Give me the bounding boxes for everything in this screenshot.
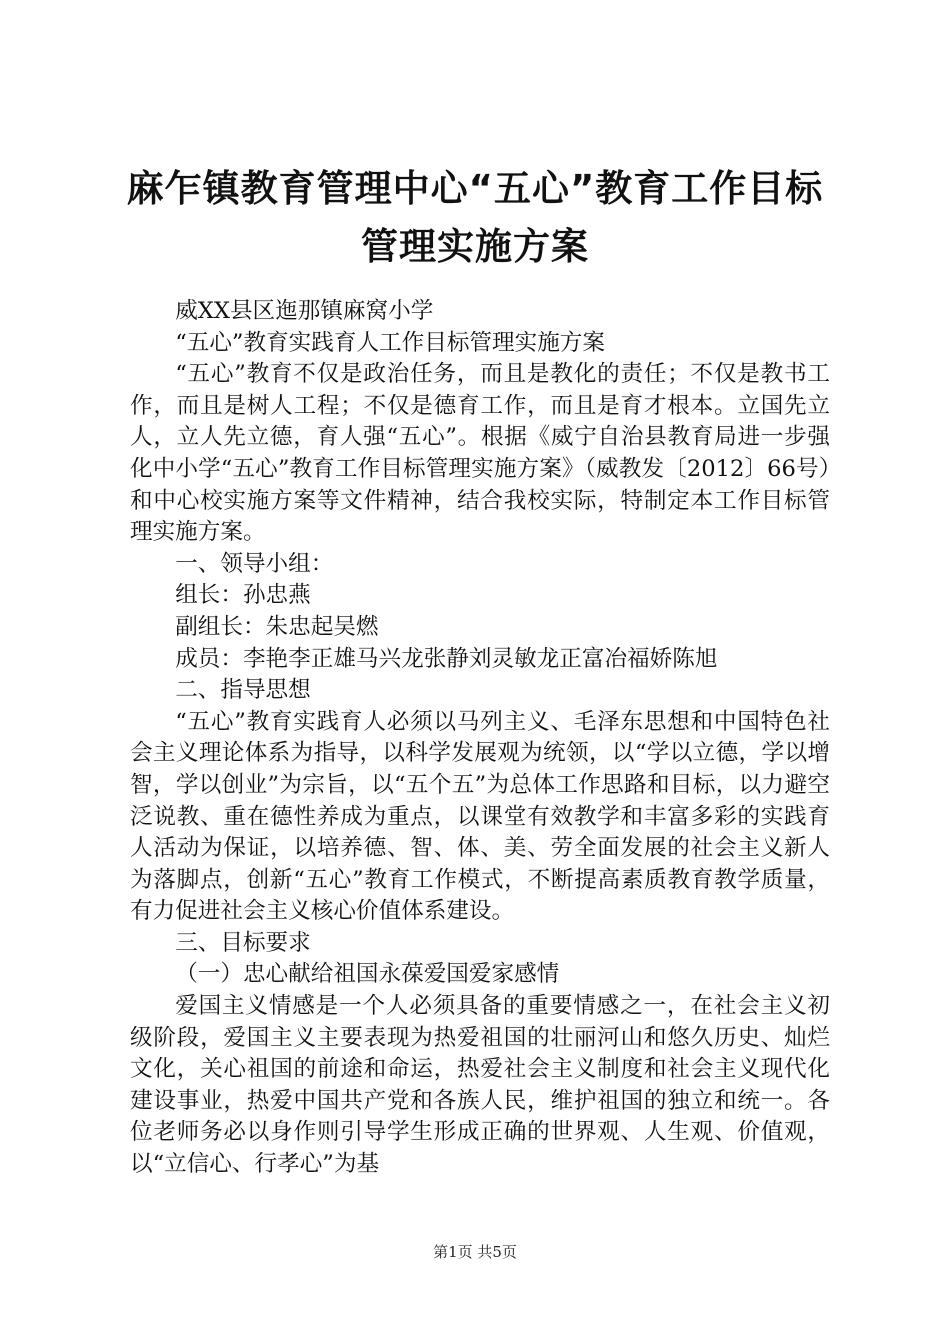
subtitle-line: “五心”教育实践育人工作目标管理实施方案 [175,329,605,356]
patriotism-paragraph: 爱国主义情感是一个人必须具备的重要情感之一，在社会主义初级阶段，爱国主义主要表现为热爱祖国的壮丽河山和悠久历史、灿烂文化，关心祖国的前途和命运，热爱社会主义制度和社会主义现代化建设事业，热爱中国共产党和各族人民，维护祖国的独立和统一。各位老师务必以身作则引导学生形成正确的世界观、人生观、价值观，以“立信心、行孝心”为基 [130,993,830,1178]
section-heading-leadership: 一、领导小组： [175,550,334,577]
document-body [130,296,830,1181]
members-line: 成员：李艳李正雄马兴龙张静刘灵敏龙正富冶福娇陈旭 [175,645,718,672]
leader-line: 组长：孙忠燕 [175,582,311,609]
school-name-line: 威XX县区迤那镇麻窝小学 [175,298,434,324]
document-title: 麻乍镇教育管理中心“五心”教育工作目标管理实施方案 [126,167,824,268]
subsection-heading-loyalty: （一）忠心献给祖国永葆爱国爱家感情 [175,961,560,988]
section-heading-goals: 三、目标要求 [175,929,311,956]
deputy-leader-line: 副组长：朱忠起吴燃 [175,613,379,640]
guiding-thought-paragraph: “五心”教育实践育人必须以马列主义、毛泽东思想和中国特色社会主义理论体系为指导，以科学发展观为统领，以“学以立德，学以增智，学以创业”为宗旨，以“五个五”为总体工作思路和目标，以力避空泛说教、重在德性养成为重点，以课堂有效教学和丰富多彩的实践育人活动为保证，以培养德、智、体、美、劳全面发展的社会主义新人为落脚点，创新“五心”教育工作模式，不断提高素质教育教学质量，有力促进社会主义核心价值体系建设。 [130,708,830,925]
intro-paragraph: “五心”教育不仅是政治任务，而且是教化的责任；不仅是教书工作，而且是树人工程；不仅是德育工作，而且是育才根本。立国先立人，立人先立德，育人强“五心”。根据《威宁自治县教育局进一步强化中小学“五心”教育工作目标管理实施方案》（威教发〔2012〕66号）和中心校实施方案等文件精神，结合我校实际，特制定本工作目标管理实施方案。 [130,361,830,546]
page-footer: 第1页 共5页 [433,1243,517,1261]
section-heading-guiding-thought: 二、指导思想 [175,677,311,704]
